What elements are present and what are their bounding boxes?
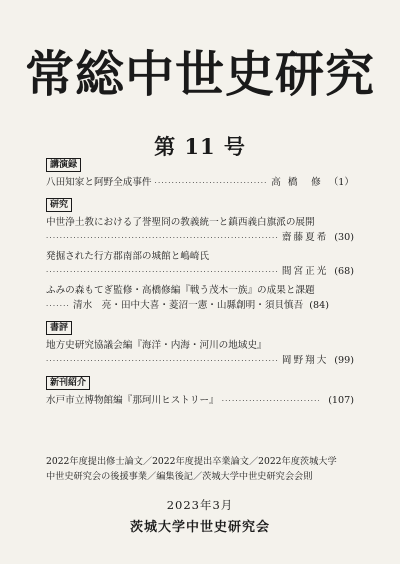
section-research [46, 198, 354, 314]
table-of-contents [46, 158, 354, 416]
leader-dots [222, 394, 320, 409]
additional-contents [46, 455, 356, 484]
section-review [46, 321, 354, 369]
leader-dots [46, 265, 279, 280]
entry-title: 地方史研究協議会編『海洋・内海・河川の地域史』 [46, 340, 267, 351]
section-label: 新刊紹介 [46, 376, 90, 390]
entry-page: (30) [334, 232, 354, 243]
entry-title: ふみの森もてぎ監修・高橋修編『戦う茂木一族』の成果と課題 [46, 285, 315, 296]
entry-author: 清水 亮・田中大喜・菱沼一憲・山縣創明・須貝慎吾 [73, 300, 304, 311]
section-new-publications [46, 376, 354, 409]
toc-entry [46, 283, 354, 314]
entry-author: 間宮正光 [281, 266, 329, 277]
section-label: 書評 [46, 321, 72, 335]
toc-entry [46, 215, 354, 246]
publisher-name: 茨城大学中世史研究会 [129, 520, 270, 535]
toc-entry [46, 249, 354, 280]
entry-page: (84) [309, 300, 329, 311]
publication-date: 2023年3月 [166, 498, 234, 512]
leader-dots [46, 231, 279, 246]
section-lecture [46, 158, 354, 191]
entry-title: 中世浄土教における了誉聖冏の教義統一と鎮西義白旗派の展開 [46, 217, 315, 228]
leader-dots [46, 299, 70, 314]
additional-contents-line: 中世史研究会の後援事業／編集後記／茨城大学中世史研究会会則 [46, 470, 313, 482]
entry-title: 八田知家と阿野全成事件 [46, 177, 152, 188]
entry-title: 発掘された行方郡南部の城館と嶋崎氏 [46, 251, 210, 262]
entry-page: （1） [328, 177, 354, 188]
journal-title: 常総中世史研究 [24, 45, 375, 103]
entry-page: (107) [328, 395, 354, 406]
entry-page: (68) [334, 266, 354, 277]
issue-number: 第 11 号 [154, 134, 246, 159]
leader-dots [46, 354, 279, 369]
entry-page: (99) [334, 355, 354, 366]
toc-entry [46, 175, 354, 191]
toc-entry [46, 393, 354, 409]
entry-title: 水戸市立博物館編『那珂川ヒストリー』 [46, 395, 219, 406]
entry-author: 齋藤夏希 [281, 232, 329, 243]
entry-author: 高 橋 修 [271, 177, 323, 188]
toc-entry [46, 338, 354, 369]
section-label: 講演録 [46, 158, 81, 172]
leader-dots [155, 176, 269, 191]
section-label: 研究 [46, 198, 72, 212]
additional-contents-line: 2022年度提出修士論文／2022年度提出卒業論文／2022年度茨城大学 [46, 456, 337, 467]
entry-author: 岡野翔大 [281, 355, 329, 366]
